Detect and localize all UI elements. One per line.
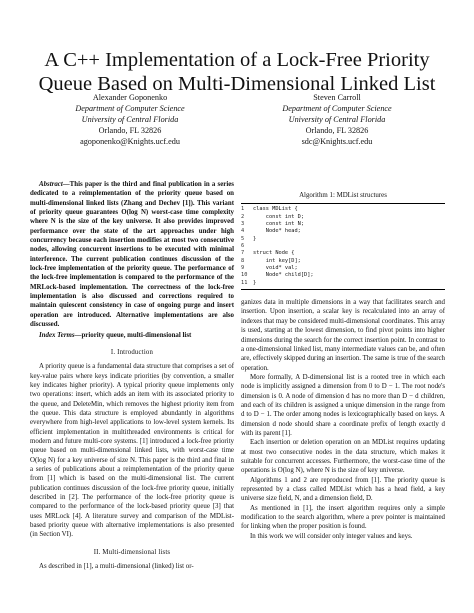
abstract-label: Abstract: [39, 181, 63, 188]
right-column: [241, 180, 445, 541]
code-line-text: }: [253, 235, 257, 242]
left-column: [30, 180, 234, 571]
paper-title: A C++ Implementation of a Lock-Free Priority Queue Based on Multi-Dimensional Linked List: [38, 48, 436, 95]
author-1: [30, 92, 230, 147]
code-line-number: 1: [241, 206, 245, 213]
right-paragraph-1: ganizes data in multiple dimensions in a way that facilitates search and insertion. Upon insertion, a scalar key is recalculated into an array of indexes that may be considered multi-dimensional coordinates. This array is used, starting at the lowest dimension, to find pivot points into higher dimensions during the search for the correct insertion point. In contrast to a one-dimensional linked list, many intermediate values can be, and often are, effectively skipped during an insertion. The same is true of the search operation.: [241, 299, 445, 372]
mdlist-paragraph-start: As described in [1], a multi-dimensional (linked) list or-: [39, 563, 194, 571]
index-terms: [30, 331, 234, 340]
code-line: [241, 272, 445, 279]
author-2: [237, 92, 437, 147]
code-line: [241, 243, 445, 250]
code-line-text: const int D;: [253, 213, 305, 220]
author-email: sdc@Knights.ucf.edu: [301, 137, 373, 146]
code-line: [241, 265, 445, 272]
algorithm-rule: [241, 289, 445, 290]
code-line-number: 5: [241, 235, 245, 242]
author-email: agoponenko@Knights.ucf.edu: [80, 137, 180, 146]
author-name: Steven Carroll: [313, 93, 361, 102]
code-line-number: 8: [241, 257, 245, 264]
code-line-number: 6: [241, 243, 245, 250]
code-line-number: 3: [241, 221, 245, 228]
code-line: [241, 236, 445, 243]
code-line-number: 4: [241, 228, 245, 235]
code-line-number: 7: [241, 250, 245, 257]
section-heading-mdlists: II. Multi-dimensional lists: [93, 548, 171, 556]
code-line-number: 9: [241, 265, 245, 272]
author-name: Alexander Goponenko: [92, 93, 168, 102]
code-line-text: const int N;: [253, 221, 305, 228]
code-line-number: 11: [241, 279, 248, 286]
author-city: Orlando, FL 32826: [305, 126, 369, 135]
code-line-number: 2: [241, 213, 245, 220]
right-paragraph-5: As mentioned in [1], the insert algorithm requires only a simple modification to the search algorithm, where a prev pointer is maintained for linking when the proper position is found.: [241, 504, 445, 531]
intro-paragraph: A priority queue is a fundamental data structure that comprises a set of key-value pairs where keys indicate priorities (by convention, a smaller key indicates higher priority). A typical priority queue implements only two operations: insert, which adds an item with its associated priority to the queue, and DeleteMin, which removes the highest priority item from the queue. This data structure is employed abundantly in algorithms everywhere from high-level applications to low-level system kernels. Its efficient implementation in multithreaded environments is critical for modern and future multi-core systems. [1] introduced a lock-free priority queue based on multi-dimensional linked lists, with worst-case time O(log N) for a key universe of size N. This paper is the third and final in a series of publications about a reimplementation of the priority queue from [1] which is based on the multi-dimensional list. The current publication continues discussion of the lock-free priority queue, initially described in [2]. The performance of the lock-free priority queue is compared to the performance of the lock-based priority queue [3] that uses MRLock [4]. A literature survey and comparison of the MDList-based priority queue with alternative implementations is also presented (in Section VI).: [30, 363, 234, 539]
code-line-text: }: [253, 279, 257, 286]
code-line: [241, 221, 445, 228]
right-paragraph-4: Algorithms 1 and 2 are reproduced from [1]. The priority queue is represented by a class called MDList which has a head field, a key universe size field, N, and a dimension field, D.: [241, 476, 445, 503]
code-line-number: 10: [241, 272, 248, 279]
author-university: University of Central Florida: [81, 115, 179, 124]
code-listing: [241, 206, 445, 287]
right-paragraph-2: More formally, A D-dimensional list is a rooted tree in which each node is implicitly assigned a dimension from 0 to D − 1. The root node's dimension is 0. A node of dimension d has no more than D − d children, and each of its children is assigned a unique dimension in the range from d to D − 1. The order among nodes is lexicographically based on keys. A dimension d node should share a coordinate prefix of length exactly d with its parent [1].: [241, 373, 445, 437]
abstract: [30, 180, 234, 330]
code-line: [241, 250, 445, 257]
code-line-text: struct Node {: [253, 250, 295, 257]
algorithm-box: [241, 191, 445, 290]
code-line: [241, 228, 445, 235]
algorithm-caption: Algorithm 1: MDList structures: [241, 191, 445, 204]
author-university: University of Central Florida: [288, 115, 386, 124]
code-line: [241, 258, 445, 265]
index-terms-label: Index Terms: [39, 331, 75, 339]
right-paragraph-6: In this work we will consider only integer values and keys.: [250, 532, 413, 540]
index-terms-text: —priority queue, multi-dimensional list: [74, 331, 192, 339]
section-heading-introduction: I. Introduction: [110, 348, 154, 356]
code-line-text: Node* head;: [253, 228, 301, 235]
code-line: [241, 280, 445, 287]
code-line-text: Node* child[D];: [253, 272, 314, 279]
code-line-text: class MDList {: [253, 206, 298, 213]
right-paragraph-3: Each insertion or deletion operation on an MDList requires updating at most two consecutive nodes in the data structure, which makes it suitable for concurrent accesses. Furthermore, the worst-case time of the operations is O(log N), where N is the size of key universe.: [241, 439, 445, 475]
abstract-text: —This paper is the third and final publication in a series dedicated to a reimplementation of the priority queue based on multi-dimensional linked lists (Zhang and Dechev [1]). This variant of priority queue guarantees O(log N) worst-case time complexity where N is the size of the key universe. It also provides improved performance over the state of the art approaches under high concurrency because each insertion modifies at most two consecutive nodes, allowing concurrent insertions to be executed with minimal interference. The current publication continues discussion of the lock-free implementation of the priority queue. The performance of the lock-free implementation is compared to the performance of the MRLock-based implementation. The correctness of the lock-free implementation is also discussed and corrections required to maintain quiescent consistency in case of ongoing purge and insert operation are introduced. Alternative implementations are also discussed.: [30, 181, 234, 329]
code-line-text: void* val;: [253, 265, 298, 272]
code-line-text: [253, 243, 256, 250]
code-line: [241, 206, 445, 213]
author-city: Orlando, FL 32826: [98, 126, 162, 135]
code-line-text: int key[D];: [253, 257, 301, 264]
author-department: Department of Computer Science: [282, 104, 392, 113]
code-line: [241, 214, 445, 221]
author-department: Department of Computer Science: [75, 104, 185, 113]
